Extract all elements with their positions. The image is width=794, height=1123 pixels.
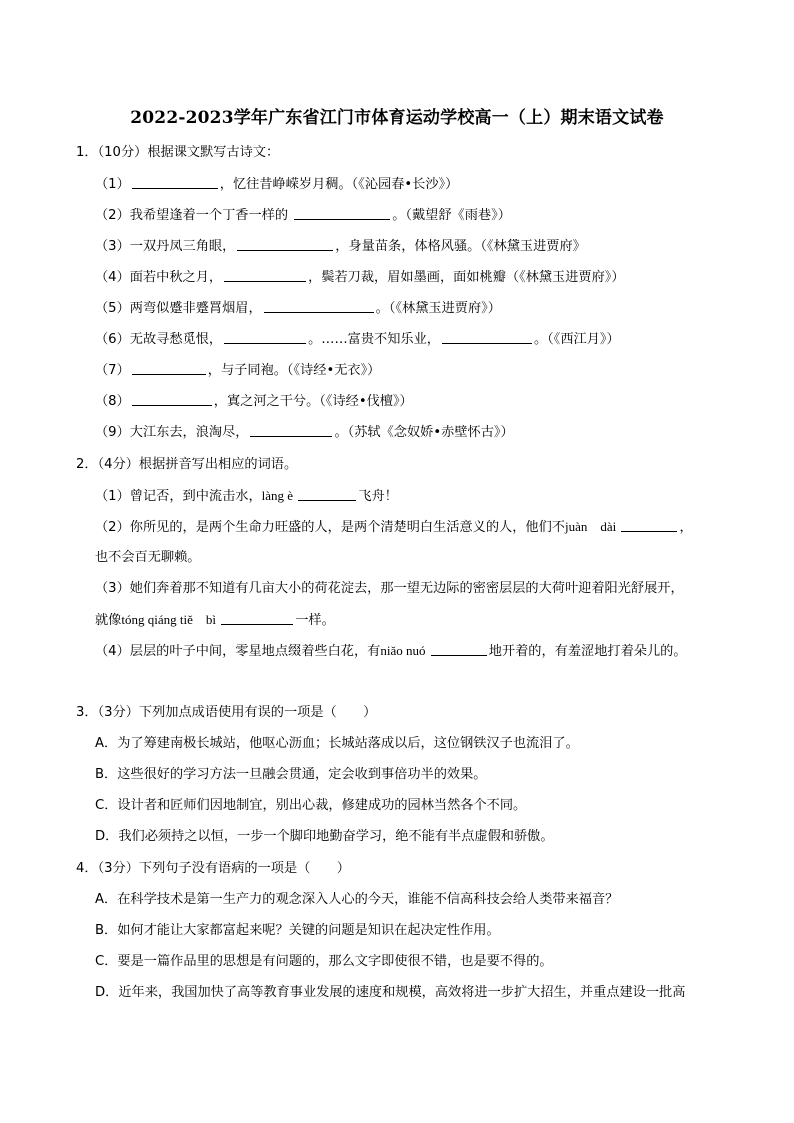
question-1-header: 1．（10分）根据课文默写古诗文： — [76, 145, 280, 160]
answer-blank[interactable] — [264, 299, 374, 313]
page-title: 2022-2023学年广东省江门市体育运动学校高一（上）期末语文试卷 — [130, 108, 664, 128]
q1-item-6: （6）无故寻愁觅恨， 。……富贵不知乐业， 。（《西江月》） — [95, 332, 620, 347]
question-4-header: 4．（3分）下列句子没有语病的一项是（ ） — [76, 861, 350, 876]
q1-item-3: （3）一双丹凤三角眼， ，身量苗条，体格风骚。（《林黛玉进贾府》 — [95, 239, 586, 254]
q2-item-2-continued: 也不会百无聊赖。 — [95, 550, 201, 565]
answer-blank[interactable] — [442, 330, 532, 344]
answer-blank[interactable] — [237, 237, 333, 251]
q3-option-b[interactable]: B．这些很好的学习方法一旦融会贯通，定会收到事倍功半的效果。 — [95, 767, 487, 782]
q2-item-1: （1）曾记否，到中流击水，làng è 飞舟！ — [95, 488, 398, 504]
q1-item-1: （1） ，忆往昔峥嵘岁月稠。（《沁园春•长沙》） — [95, 177, 459, 192]
q1-item-9: （9）大江东去，浪淘尽， 。（苏轼《念奴娇•赤壁怀古》） — [95, 425, 514, 440]
q4-option-d[interactable]: D．近年来，我国加快了高等教育事业发展的速度和规模，高效将进一步扩大招生，并重点建设一批高 — [95, 985, 686, 1000]
answer-blank[interactable] — [298, 487, 356, 501]
answer-blank[interactable] — [621, 518, 677, 532]
answer-blank[interactable] — [294, 206, 390, 220]
q1-item-5: （5）两弯似蹙非蹙罥烟眉， 。（《林黛玉进贾府》） — [95, 301, 501, 316]
answer-blank[interactable] — [431, 642, 487, 656]
q1-item-2: （2）我希望逢着一个丁香一样的 。（戴望舒《雨巷》） — [95, 208, 511, 223]
q2-item-3-continued: 就像tóng qiáng tiě bì 一样。 — [95, 612, 335, 628]
q3-option-a[interactable]: A．为了筹建南极长城站，他呕心沥血；长城站落成以后，这位钢铁汉子也流泪了。 — [95, 736, 579, 751]
answer-blank[interactable] — [224, 330, 306, 344]
answer-blank[interactable] — [132, 392, 212, 406]
answer-blank[interactable] — [224, 268, 306, 282]
q2-item-3: （3）她们奔着那不知道有几亩大小的荷花淀去，那一望无边际的密密层层的大荷叶迎着阳光舒展开， — [95, 581, 684, 596]
q1-item-8: （8） ，寘之河之干兮。（《诗经•伐檀》） — [95, 394, 413, 409]
question-3-header: 3．（3分）下列加点成语使用有误的一项是（ ） — [76, 705, 377, 720]
q4-option-b[interactable]: B．如何才能让大家都富起来呢？关键的问题是知识在起决定性作用。 — [95, 923, 500, 938]
q3-option-d[interactable]: D．我们必须持之以恒，一步一个脚印地勤奋学习，绝不能有半点虚假和骄傲。 — [95, 829, 554, 844]
answer-blank[interactable] — [250, 423, 332, 437]
answer-blank[interactable] — [132, 361, 206, 375]
answer-blank[interactable] — [221, 611, 293, 625]
question-2-header: 2．（4分）根据拼音写出相应的词语。 — [76, 457, 298, 472]
answer-blank[interactable] — [132, 175, 218, 189]
q1-item-7: （7） ，与子同袍。（《诗经•无衣》） — [95, 363, 381, 378]
q3-option-c[interactable]: C．设计者和匠师们因地制宜，别出心裁，修建成功的园林当然各个不同。 — [95, 798, 527, 813]
q4-option-a[interactable]: A．在科学技术是第一生产力的观念深入人心的今天，谁能不信高科技会给人类带来福音？ — [95, 892, 619, 907]
q2-item-4: （4）层层的叶子中间，零星地点缀着些白花，有niǎo nuó 地开着的，有羞涩地打着朵儿的。 — [95, 643, 687, 659]
q4-option-c[interactable]: C．要是一篇作品里的思想是有问题的，那么文字即使很不错，也是要不得的。 — [95, 954, 553, 969]
q1-item-4: （4）面若中秋之月， ，鬓若刀裁，眉如墨画，面如桃瓣（《林黛玉进贾府》） — [95, 270, 625, 285]
q2-item-2: （2）你所见的，是两个生命力旺盛的人，是两个清楚明白生活意义的人，他们不juàn dài ， — [95, 519, 693, 535]
